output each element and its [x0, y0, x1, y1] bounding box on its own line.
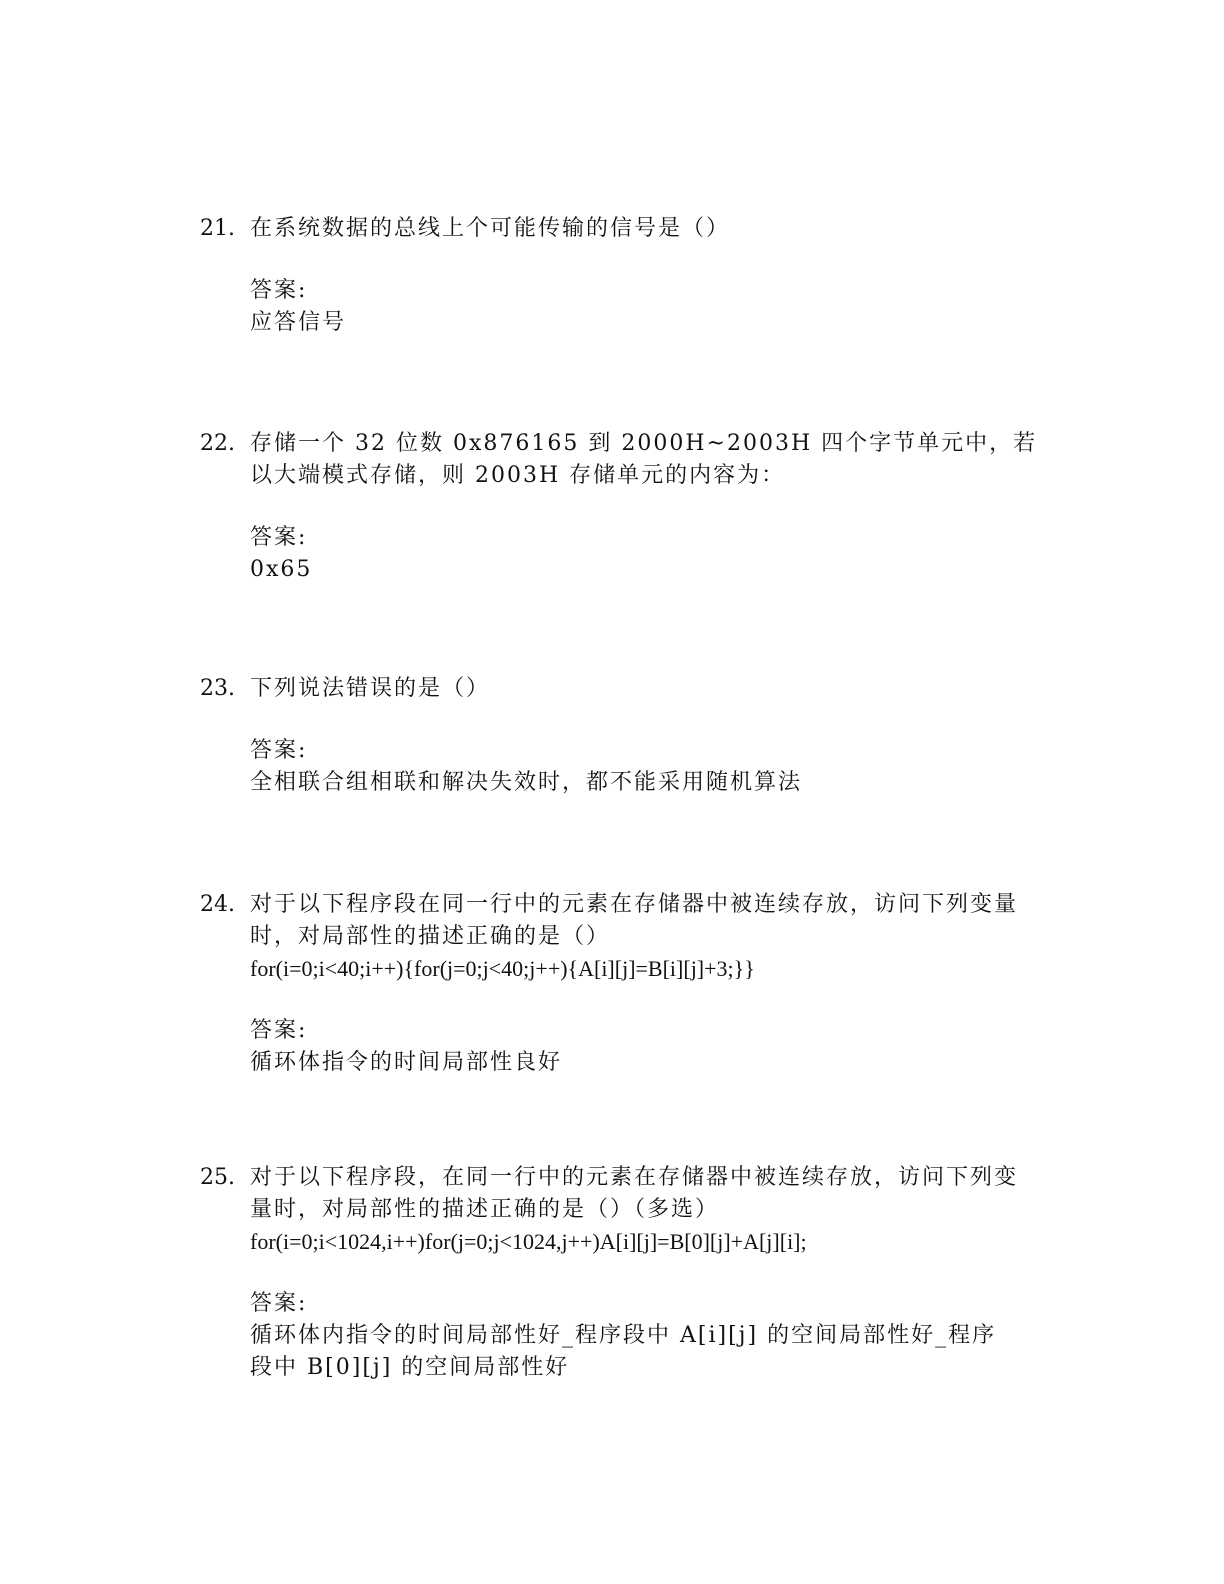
answer-block — [250, 1288, 1060, 1384]
answer-block — [250, 1015, 1060, 1079]
question-body — [250, 213, 1060, 339]
question-body — [250, 1162, 1060, 1384]
answer-block — [250, 275, 1060, 339]
question-22 — [200, 428, 1060, 586]
question-row — [200, 889, 1060, 1079]
answer-block — [250, 735, 1060, 799]
question-row — [200, 428, 1060, 586]
question-row — [200, 213, 1060, 339]
question-code: for(i=0;i<40;i++){for(j=0;j<40;j++){A[i][j]=B[i][j]+3;}} — [250, 956, 755, 981]
answer-label: 答案: — [250, 278, 308, 303]
question-row — [200, 673, 1060, 799]
question-code: for(i=0;i<1024,i++)for(j=0;j<1024,j++)A[i][j]=B[0][j]+A[j][i]; — [250, 1229, 807, 1254]
question-row — [200, 1162, 1060, 1384]
question-number: 21. — [200, 216, 235, 241]
question-23 — [200, 673, 1060, 799]
answer-text: 循环体指令的时间局部性良好 — [250, 1050, 563, 1075]
question-25 — [200, 1162, 1060, 1384]
answer-label: 答案: — [250, 525, 308, 550]
question-number: 24. — [200, 892, 235, 917]
question-body — [250, 673, 1060, 799]
question-text: 下列说法错误的是（） — [250, 676, 491, 701]
answer-text: 0x65 — [250, 557, 313, 582]
answer-label: 答案: — [250, 1018, 308, 1043]
question-text: 在系统数据的总线上个可能传输的信号是（） — [250, 216, 731, 241]
answer-label: 答案: — [250, 738, 308, 763]
question-24 — [200, 889, 1060, 1079]
answer-text: 循环体内指令的时间局部性好_程序段中 A[i][j] 的空间局部性好_程序段中 B[0][j] 的空间局部性好 — [250, 1323, 997, 1380]
question-body — [250, 428, 1060, 586]
question-body — [250, 889, 1060, 1079]
question-number: 22. — [200, 431, 235, 456]
question-text: 存储一个 32 位数 0x876165 到 2000H~2003H 四个字节单元中，若以大端模式存储，则 2003H 存储单元的内容为： — [250, 431, 1038, 488]
question-number: 23. — [200, 676, 235, 701]
answer-text: 应答信号 — [250, 310, 347, 335]
question-21 — [200, 213, 1060, 339]
question-text: 对于以下程序段在同一行中的元素在存储器中被连续存放，访问下列变量时，对局部性的描述正确的是（） — [250, 892, 1019, 949]
question-number: 25. — [200, 1165, 235, 1190]
answer-text: 全相联合组相联和解决失效时，都不能采用随机算法 — [250, 770, 803, 795]
answer-block — [250, 522, 1060, 586]
answer-label: 答案: — [250, 1291, 308, 1316]
question-text: 对于以下程序段，在同一行中的元素在存储器中被连续存放，访问下列变量时，对局部性的描述正确的是（）（多选） — [250, 1165, 1019, 1222]
